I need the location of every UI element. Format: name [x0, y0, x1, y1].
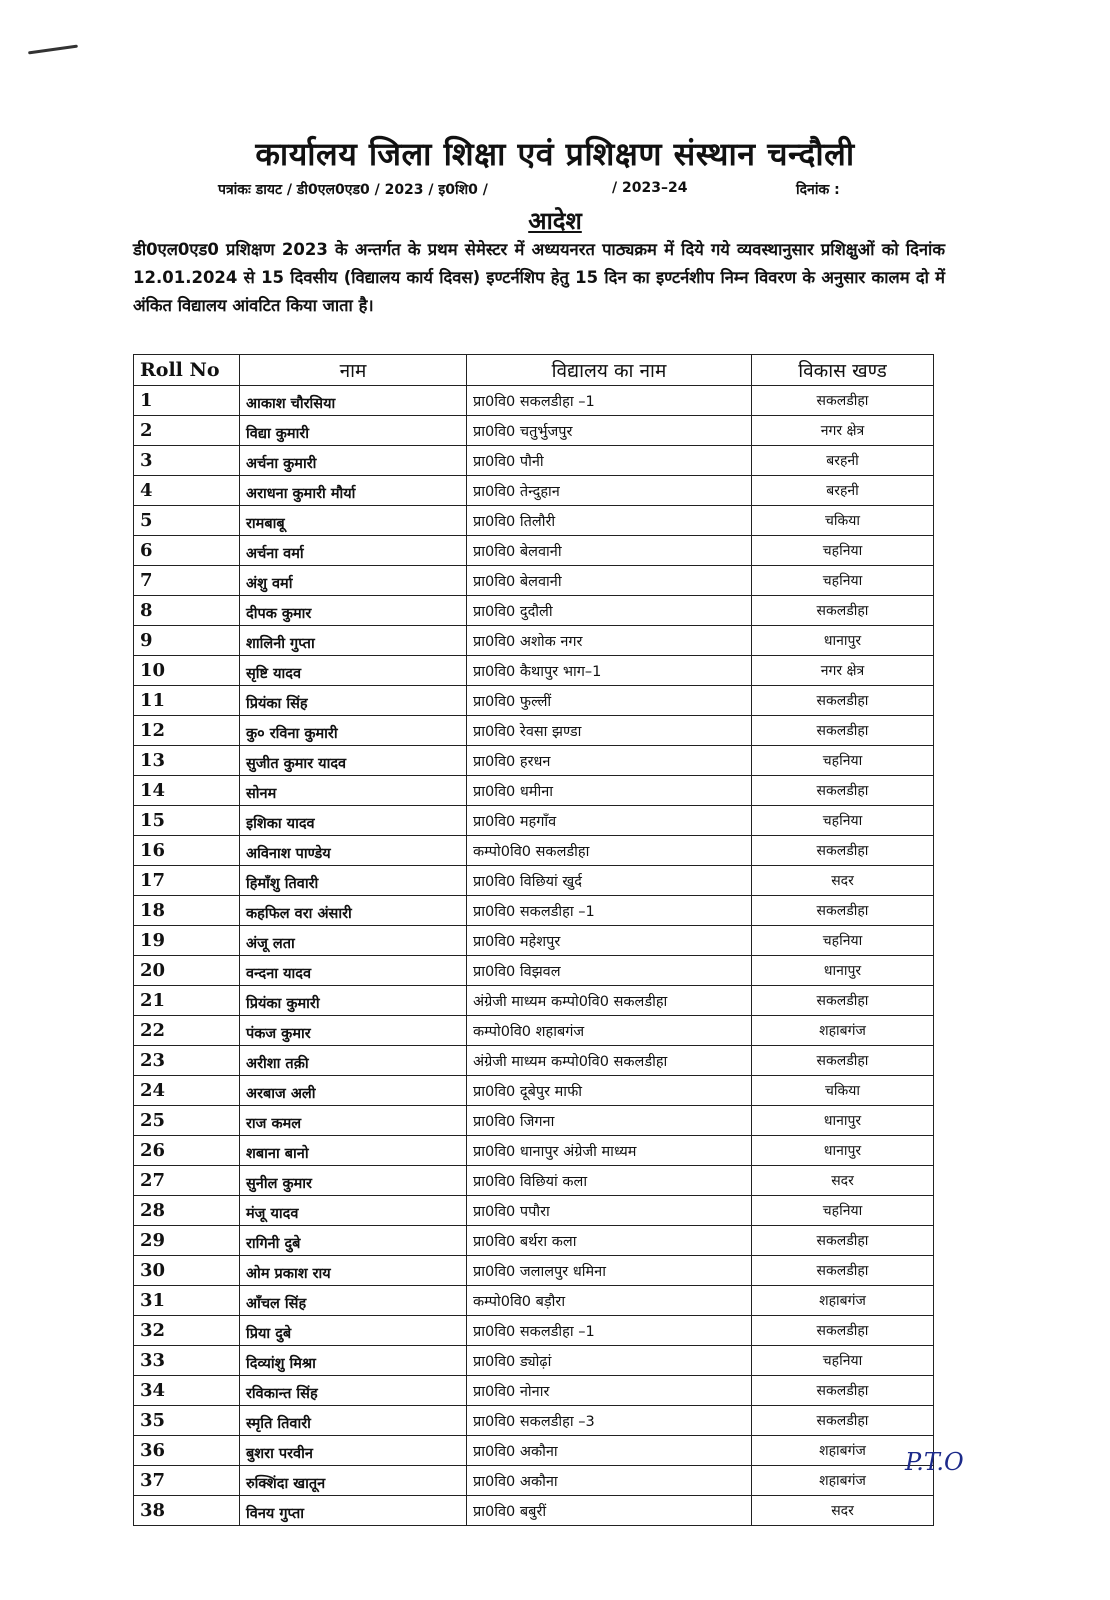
internship-allocation-table [133, 354, 934, 1526]
roll-no-cell: 11 [134, 686, 240, 716]
school-name-cell: प्रा0वि0 विछियां कला [467, 1166, 752, 1196]
student-name-cell: रागिनी दुबे [240, 1226, 467, 1256]
table-row [134, 1106, 934, 1136]
development-block-cell: शहाबगंज [752, 1436, 934, 1466]
student-name-cell: पंकज कुमार [240, 1016, 467, 1046]
table-row [134, 566, 934, 596]
development-block-cell: सकलडीहा [752, 716, 934, 746]
school-name-cell: प्रा0वि0 कैथापुर भाग–1 [467, 656, 752, 686]
table-row [134, 746, 934, 776]
roll-no-cell: 38 [134, 1496, 240, 1526]
student-name-cell: सोनम [240, 776, 467, 806]
roll-no-cell: 37 [134, 1466, 240, 1496]
table-row [134, 926, 934, 956]
roll-no-cell: 13 [134, 746, 240, 776]
roll-no-cell: 30 [134, 1256, 240, 1286]
school-name-cell: प्रा0वि0 अकौना [467, 1436, 752, 1466]
roll-no-cell: 14 [134, 776, 240, 806]
development-block-cell: धानापुर [752, 1136, 934, 1166]
roll-no-cell: 12 [134, 716, 240, 746]
roll-no-cell: 16 [134, 836, 240, 866]
student-name-cell: अर्चना कुमारी [240, 446, 467, 476]
school-name-cell: प्रा0वि0 चतुर्भुजपुर [467, 416, 752, 446]
table-row [134, 836, 934, 866]
student-name-cell: मंजू यादव [240, 1196, 467, 1226]
school-name-cell: प्रा0वि0 धानापुर अंग्रेजी माध्यम [467, 1136, 752, 1166]
development-block-cell: चहनिया [752, 566, 934, 596]
pen-stroke-mark [28, 45, 78, 55]
school-name-cell: प्रा0वि0 महगाँव [467, 806, 752, 836]
table-row [134, 1046, 934, 1076]
roll-no-cell: 15 [134, 806, 240, 836]
table-row [134, 716, 934, 746]
roll-no-cell: 22 [134, 1016, 240, 1046]
development-block-cell: सकलडीहा [752, 896, 934, 926]
school-name-cell: प्रा0वि0 बेलवानी [467, 536, 752, 566]
table-row [134, 956, 934, 986]
school-name-cell: प्रा0वि0 ड्योढ़ां [467, 1346, 752, 1376]
school-name-cell: प्रा0वि0 सकलडीहा –1 [467, 896, 752, 926]
development-block-cell: धानापुर [752, 956, 934, 986]
student-name-cell: अंशु वर्मा [240, 566, 467, 596]
student-name-cell: आकाश चौरसिया [240, 386, 467, 416]
school-name-cell: प्रा0वि0 दूबेपुर माफी [467, 1076, 752, 1106]
school-name-cell: प्रा0वि0 रेवसा झण्डा [467, 716, 752, 746]
development-block-cell: सकलडीहा [752, 1046, 934, 1076]
student-name-cell: विद्या कुमारी [240, 416, 467, 446]
table-row [134, 656, 934, 686]
development-block-cell: चहनिया [752, 746, 934, 776]
school-name-cell: प्रा0वि0 अकौना [467, 1466, 752, 1496]
school-name-cell: प्रा0वि0 नोनार [467, 1376, 752, 1406]
roll-no-cell: 1 [134, 386, 240, 416]
school-name-cell: प्रा0वि0 सकलडीहा –1 [467, 1316, 752, 1346]
student-name-cell: वन्दना यादव [240, 956, 467, 986]
table-row [134, 1076, 934, 1106]
table-row [134, 866, 934, 896]
school-name-cell: प्रा0वि0 अशोक नगर [467, 626, 752, 656]
table-row [134, 986, 934, 1016]
roll-no-cell: 28 [134, 1196, 240, 1226]
development-block-cell: सकलडीहा [752, 1226, 934, 1256]
table-row [134, 1376, 934, 1406]
table-header-row [134, 355, 934, 386]
header-block: विकास खण्ड [752, 355, 934, 386]
table-row [134, 626, 934, 656]
student-name-cell: शालिनी गुप्ता [240, 626, 467, 656]
development-block-cell: सकलडीहा [752, 686, 934, 716]
student-name-cell: कहफिल वरा अंसारी [240, 896, 467, 926]
roll-no-cell: 18 [134, 896, 240, 926]
student-name-cell: सृष्टि यादव [240, 656, 467, 686]
roll-no-cell: 26 [134, 1136, 240, 1166]
development-block-cell: सकलडीहा [752, 386, 934, 416]
roll-no-cell: 27 [134, 1166, 240, 1196]
student-name-cell: अर्चना वर्मा [240, 536, 467, 566]
student-name-cell: दीपक कुमार [240, 596, 467, 626]
student-name-cell: अंजू लता [240, 926, 467, 956]
development-block-cell: बरहनी [752, 446, 934, 476]
header-name: नाम [240, 355, 467, 386]
development-block-cell: सकलडीहा [752, 776, 934, 806]
school-name-cell: कम्पो0वि0 सकलडीहा [467, 836, 752, 866]
table-row [134, 1436, 934, 1466]
roll-no-cell: 4 [134, 476, 240, 506]
development-block-cell: धानापुर [752, 1106, 934, 1136]
school-name-cell: प्रा0वि0 तेन्दुहान [467, 476, 752, 506]
roll-no-cell: 21 [134, 986, 240, 1016]
roll-no-cell: 24 [134, 1076, 240, 1106]
order-heading: आदेश [528, 207, 582, 235]
table-row [134, 1256, 934, 1286]
development-block-cell: धानापुर [752, 626, 934, 656]
date-label: दिनांक : [796, 182, 840, 198]
table-row [134, 386, 934, 416]
table-row [134, 1466, 934, 1496]
student-name-cell: अराधना कुमारी मौर्या [240, 476, 467, 506]
development-block-cell: चहनिया [752, 1346, 934, 1376]
student-name-cell: प्रियंका कुमारी [240, 986, 467, 1016]
development-block-cell: शहाबगंज [752, 1466, 934, 1496]
reference-number: पत्रांकः डायट / डी0एल0एड0 / 2023 / इ0शि0 / [218, 182, 488, 198]
school-name-cell: कम्पो0वि0 बड़ौरा [467, 1286, 752, 1316]
student-name-cell: आँचल सिंह [240, 1286, 467, 1316]
header-school: विद्यालय का नाम [467, 355, 752, 386]
student-name-cell: शबाना बानो [240, 1136, 467, 1166]
table-row [134, 536, 934, 566]
school-name-cell: प्रा0वि0 विछियां खुर्द [467, 866, 752, 896]
school-name-cell: प्रा0वि0 विझवल [467, 956, 752, 986]
school-name-cell: प्रा0वि0 जिगना [467, 1106, 752, 1136]
school-name-cell: प्रा0वि0 बेलवानी [467, 566, 752, 596]
development-block-cell: सदर [752, 1496, 934, 1526]
table-row [134, 896, 934, 926]
development-block-cell: सदर [752, 866, 934, 896]
pto-handwritten-note: P.T.O [905, 1448, 964, 1476]
roll-no-cell: 25 [134, 1106, 240, 1136]
school-name-cell: अंग्रेजी माध्यम कम्पो0वि0 सकलडीहा [467, 1046, 752, 1076]
student-name-cell: दिव्यांशु मिश्रा [240, 1346, 467, 1376]
student-name-cell: प्रिया दुबे [240, 1316, 467, 1346]
student-name-cell: विनय गुप्ता [240, 1496, 467, 1526]
table-row [134, 1226, 934, 1256]
roll-no-cell: 19 [134, 926, 240, 956]
table-row [134, 476, 934, 506]
table-row [134, 446, 934, 476]
school-name-cell: प्रा0वि0 धमीना [467, 776, 752, 806]
student-name-cell: हिमाँशु तिवारी [240, 866, 467, 896]
roll-no-cell: 32 [134, 1316, 240, 1346]
table-row [134, 506, 934, 536]
table-row [134, 1136, 934, 1166]
development-block-cell: चहनिया [752, 806, 934, 836]
roll-no-cell: 6 [134, 536, 240, 566]
roll-no-cell: 20 [134, 956, 240, 986]
development-block-cell: सकलडीहा [752, 1316, 934, 1346]
student-name-cell: रुक्शिंदा खातून [240, 1466, 467, 1496]
student-name-cell: अविनाश पाण्डेय [240, 836, 467, 866]
roll-no-cell: 23 [134, 1046, 240, 1076]
table-row [134, 1406, 934, 1436]
school-name-cell: प्रा0वि0 हरधन [467, 746, 752, 776]
roll-no-cell: 36 [134, 1436, 240, 1466]
student-name-cell: राज कमल [240, 1106, 467, 1136]
student-name-cell: स्मृति तिवारी [240, 1406, 467, 1436]
roll-no-cell: 7 [134, 566, 240, 596]
table-body [134, 386, 934, 1526]
roll-no-cell: 9 [134, 626, 240, 656]
table-row [134, 686, 934, 716]
table-row [134, 1346, 934, 1376]
development-block-cell: चहनिया [752, 926, 934, 956]
school-name-cell: प्रा0वि0 तिलौरी [467, 506, 752, 536]
development-block-cell: सकलडीहा [752, 836, 934, 866]
roll-no-cell: 29 [134, 1226, 240, 1256]
development-block-cell: सकलडीहा [752, 1256, 934, 1286]
student-name-cell: अरीशा तक़ी [240, 1046, 467, 1076]
development-block-cell: शहाबगंज [752, 1286, 934, 1316]
order-text: डी0एल0एड0 प्रशिक्षण 2023 के अन्तर्गत के प्रथम सेमेस्टर में अध्ययनरत पाठ्यक्रम में दिये गये व्यवस्थानुसार प्रशिक्षुओं को दिनांक 12.01.2024 से 15 दिवसीय (विद्यालय कार्य दिवस) इण्टर्नशिप हेतु 15 दिन का इण्टर्नशीप निम्न विवरण के अनुसार कालम दो में अंकित विद्यालय आंवटित किया जाता है। [133, 240, 945, 315]
student-name-cell: अरबाज अली [240, 1076, 467, 1106]
development-block-cell: शहाबगंज [752, 1016, 934, 1046]
header-roll-no: Roll No [134, 355, 240, 386]
school-name-cell: प्रा0वि0 सकलडीहा –1 [467, 386, 752, 416]
table-row [134, 1496, 934, 1526]
table-row [134, 806, 934, 836]
development-block-cell: नगर क्षेत्र [752, 416, 934, 446]
student-name-cell: कु० रविना कुमारी [240, 716, 467, 746]
student-name-cell: ओम प्रकाश राय [240, 1256, 467, 1286]
roll-no-cell: 34 [134, 1376, 240, 1406]
roll-no-cell: 8 [134, 596, 240, 626]
school-name-cell: प्रा0वि0 सकलडीहा –3 [467, 1406, 752, 1436]
development-block-cell: सकलडीहा [752, 1376, 934, 1406]
school-name-cell: प्रा0वि0 पपौरा [467, 1196, 752, 1226]
school-name-cell: प्रा0वि0 महेशपुर [467, 926, 752, 956]
school-name-cell: प्रा0वि0 फुल्लीं [467, 686, 752, 716]
roll-no-cell: 2 [134, 416, 240, 446]
school-name-cell: प्रा0वि0 जलालपुर धमिना [467, 1256, 752, 1286]
school-name-cell: अंग्रेजी माध्यम कम्पो0वि0 सकलडीहा [467, 986, 752, 1016]
development-block-cell: चकिया [752, 506, 934, 536]
student-name-cell: बुशरा परवीन [240, 1436, 467, 1466]
school-name-cell: प्रा0वि0 दुदौली [467, 596, 752, 626]
roll-no-cell: 35 [134, 1406, 240, 1436]
school-name-cell: प्रा0वि0 बर्थरा कला [467, 1226, 752, 1256]
roll-no-cell: 5 [134, 506, 240, 536]
office-title: कार्यालय जिला शिक्षा एवं प्रशिक्षण संस्थान चन्दौली [255, 135, 855, 173]
development-block-cell: चकिया [752, 1076, 934, 1106]
development-block-cell: नगर क्षेत्र [752, 656, 934, 686]
roll-no-cell: 33 [134, 1346, 240, 1376]
table-row [134, 416, 934, 446]
development-block-cell: सकलडीहा [752, 986, 934, 1016]
roll-no-cell: 17 [134, 866, 240, 896]
student-name-cell: प्रियंका सिंह [240, 686, 467, 716]
session-year: / 2023–24 [612, 180, 688, 196]
table-row [134, 1286, 934, 1316]
table-row [134, 1316, 934, 1346]
development-block-cell: सकलडीहा [752, 596, 934, 626]
roll-no-cell: 3 [134, 446, 240, 476]
table-row [134, 1196, 934, 1226]
roll-no-cell: 10 [134, 656, 240, 686]
development-block-cell: सकलडीहा [752, 1406, 934, 1436]
student-name-cell: सुनील कुमार [240, 1166, 467, 1196]
student-name-cell: रविकान्त सिंह [240, 1376, 467, 1406]
table-row [134, 1016, 934, 1046]
student-name-cell: रामबाबू [240, 506, 467, 536]
table-row [134, 1166, 934, 1196]
school-name-cell: कम्पो0वि0 शहाबगंज [467, 1016, 752, 1046]
table-row [134, 596, 934, 626]
school-name-cell: प्रा0वि0 पौनी [467, 446, 752, 476]
development-block-cell: चहनिया [752, 1196, 934, 1226]
table-row [134, 776, 934, 806]
student-name-cell: इशिका यादव [240, 806, 467, 836]
student-name-cell: सुजीत कुमार यादव [240, 746, 467, 776]
development-block-cell: सदर [752, 1166, 934, 1196]
development-block-cell: बरहनी [752, 476, 934, 506]
development-block-cell: चहनिया [752, 536, 934, 566]
roll-no-cell: 31 [134, 1286, 240, 1316]
school-name-cell: प्रा0वि0 बबुरीं [467, 1496, 752, 1526]
